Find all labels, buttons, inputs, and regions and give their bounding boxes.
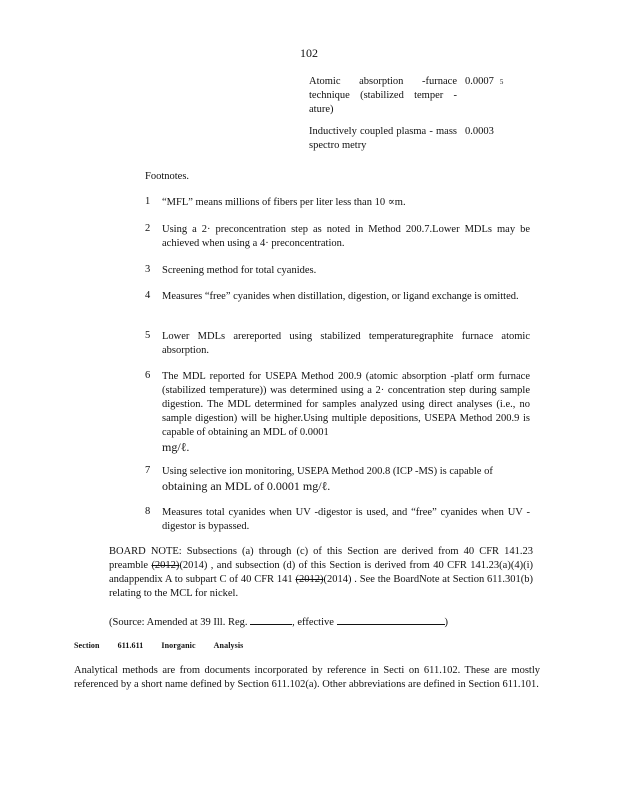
method-cell: Inductively coupled plasma - mass spectro metry	[309, 126, 457, 151]
board-note: BOARD NOTE: Subsections (a) through (c) of this Section are derived from 40 CFR 141.23 preamble (2012)(2014) , and subsection (d) of this Section is derived from 40 CFR 141.23(a)(4)(i) andappendix A to subpart C of 40 CFR 141 (2012)(2014) . See the BoardNote at Section 611.301(b) relating to the MCL for nickel.	[109, 546, 534, 599]
footnote-ref: 5	[499, 78, 504, 86]
footnote-text: Measures total cyanides when UV -digestor is used, and “free” cyanides when UV -digestor is bypassed.	[162, 507, 530, 532]
footnote-number: 1	[145, 196, 151, 207]
section-heading: Section 611.611 Inorganic Analysis	[74, 641, 244, 650]
footnote-number: 4	[145, 290, 151, 301]
mdl-value-cell: 0.0007 $^5$	[465, 76, 504, 87]
footnote-number: 3	[145, 264, 151, 275]
footnote-number: 6	[145, 370, 151, 381]
struck-text: (2012)	[151, 560, 180, 571]
footnote-text: Screening method for total cyanides.	[162, 265, 317, 276]
footnote-text: The MDL reported for USEPA Method 200.9 (atomic absorption -platf orm furnace (stabilized temperature)) was determined using a 2· concentration step during sample digestion. The MDL determined for samples analyzed using direct analyses (i.e., no sample digestion) will be higher.Using multiple depositions, USEPA Method 200.9 is capable of obtaining an MDL of 0.0001 mg/ℓ.	[162, 371, 530, 454]
footnote-text: Using selective ion monitoring, USEPA Method 200.8 (ICP -MS) is capable of obtaining an MDL of 0.0001 mg/ℓ.	[162, 466, 493, 493]
footnote-text: Measures “free” cyanides when distillation, digestion, or ligand exchange is omitted.	[162, 291, 519, 302]
footnote-number: 2	[145, 223, 151, 234]
struck-text: (2012)	[295, 574, 324, 585]
method-cell: Atomic absorption -furnace technique (stabilized temper - ature)	[309, 76, 457, 115]
footnote-text: Using a 2· preconcentration step as noted in Method 200.7.Lower MDLs may be achieved when using a 4· preconcentration.	[162, 224, 530, 249]
footnote-text: “MFL” means millions of fibers per liter less than 10 ∝m.	[162, 197, 406, 208]
blank-line	[250, 614, 292, 625]
footnote-number: 5	[145, 330, 151, 341]
source-line: (Source: Amended at 39 Ill. Reg. , effective )	[109, 614, 539, 630]
footnote-text-tail: obtaining an MDL of 0.0001 mg/ℓ.	[162, 479, 331, 493]
footnote-text: Lower MDLs arereported using stabilized temperaturegraphite furnace atomic absorption.	[162, 331, 530, 356]
footnote-number: 7	[145, 465, 151, 476]
footnote-text-tail: mg/ℓ.	[162, 440, 190, 454]
footnotes-heading: Footnotes.	[145, 171, 190, 182]
footnote-number: 8	[145, 506, 151, 517]
body-paragraph: Analytical methods are from documents incorporated by reference in Secti on 611.102. These are mostly referenced by a short name defined by Section 611.102(a). Other abbreviations are defined in Section 611.101.	[74, 665, 540, 690]
page-number: 102	[300, 46, 318, 60]
blank-line	[337, 614, 445, 625]
mdl-value-cell: 0.0003	[465, 126, 494, 137]
